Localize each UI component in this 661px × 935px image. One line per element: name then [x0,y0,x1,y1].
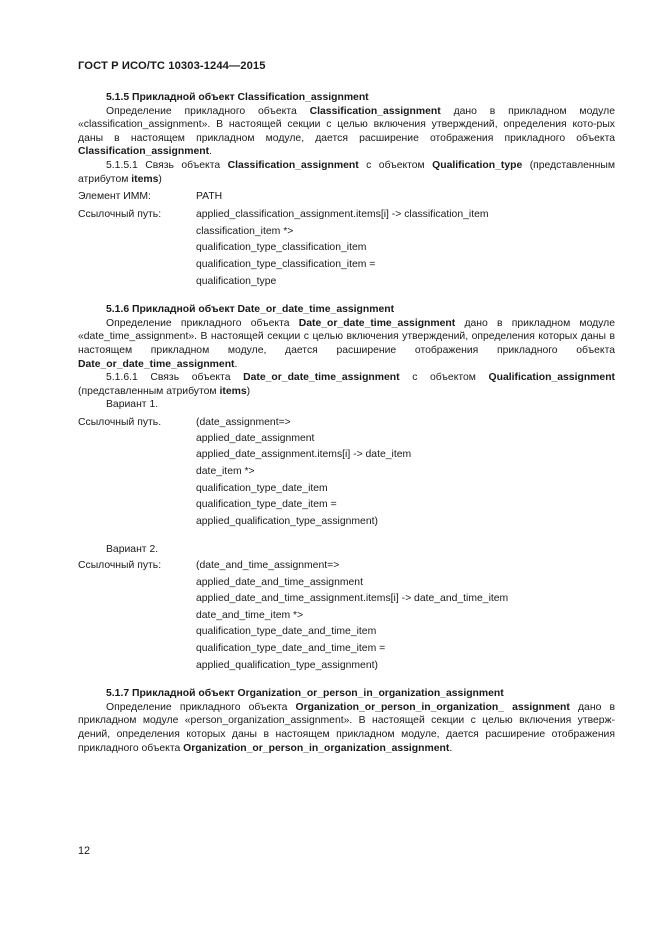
path-row [78,513,615,530]
path-row [78,430,615,447]
path-line: qualification_type_classification_item [196,242,367,254]
path-line: qualification_type [196,275,277,287]
paragraph-definition-5-1-5: Определение прикладного объекта Classification_assignment дано в прикладном модуле «classification_assignment». В настоящей секции с целью включения утверждений, определения кото-рых даны в настоящем прикладном модуле, дается расширение отображения прикладного объекта Classification_assignment. [78,105,615,158]
path-line: (date_and_time_assignment=> [196,560,340,572]
path-line: qualification_type_date_and_time_item [196,626,377,638]
path-line: applied_classification_assignment.items[i] -> classification_item [196,209,489,221]
subsection-5-1-5-1: 5.1.5.1 Связь объекта Classification_assignment с объектом Qualification_type (представленным атрибутом items) [78,159,615,185]
document-body [78,91,615,755]
reference-path-label: Ссылочный путь: [78,560,162,572]
imm-element-row [78,186,615,206]
path-line: applied_date_and_time_assignment [196,576,363,588]
page-number: 12 [78,845,91,857]
variant-2-label: Вариант 2. [106,544,159,556]
path-row [78,557,615,574]
path-line: applied_date_assignment.items[i] -> date_item [196,449,412,461]
path-line: applied_date_and_time_assignment.items[i] -> date_and_time_item [196,593,509,605]
path-line: applied_qualification_type_assignment) [196,515,378,527]
path-line: qualification_type_classification_item = [196,258,376,270]
path-row [78,640,615,657]
path-row [78,412,615,430]
path-row [78,206,615,223]
paragraph-definition-5-1-7: Определение прикладного объекта Organization_or_person_in_organization_ assignment дано в прикладном модуле «person_organization_assignment». В настоящей секции с целью включения утверж-дений, определения которых даны в настоящем прикладном модуле, дается расширение отображения прикладного объекта Organization_or_person_in_organization_assignment. [78,701,616,754]
paragraph-definition-5-1-6: Определение прикладного объекта Date_or_date_time_assignment дано в прикладном модуле «date_time_assignment». В настоящей секции с целью включения утверждений, определения которых даны в настоящем прикладном модуле, дается расширение отображения прикладного объекта Date_or_date_time_assignment. [78,317,615,370]
path-row [78,657,615,674]
path-line: qualification_type_date_item = [196,499,337,511]
path-row [78,446,615,463]
path-row [78,256,615,273]
path-line: applied_qualification_type_assignment) [196,659,378,671]
imm-label: Элемент ИММ: [78,191,151,203]
path-row [78,590,615,607]
reference-path-label: Ссылочный путь: [78,209,162,221]
path-row [78,496,615,513]
imm-value: PATH [196,191,223,203]
path-row [78,480,615,497]
path-line: (date_assignment=> [196,416,291,428]
path-row [78,239,615,256]
path-line: qualification_type_date_and_time_item = [196,643,386,654]
variant-1-label: Вариант 1. [106,399,159,411]
section-heading-5-1-5: 5.1.5 Прикладной объект Classification_assignment [106,92,369,103]
subsection-5-1-6-1: 5.1.6.1 Связь объекта Date_or_date_time_assignment с объектом Qualification_assignment (представленным атрибутом items) [78,372,615,397]
path-line: date_and_time_item *> [196,609,304,621]
path-row [78,574,615,591]
section-heading-5-1-6: 5.1.6 Прикладной объект Date_or_date_time_assignment [106,304,395,316]
path-line: date_item *> [196,466,255,478]
path-line: qualification_type_date_item [196,482,328,494]
path-row [78,607,615,624]
path-line: applied_date_assignment [196,432,315,444]
document-header: ГОСТ Р ИСО/ТС 10303-1244—2015 [78,60,266,72]
reference-path-label: Ссылочный путь. [78,416,162,428]
path-row [78,463,615,480]
path-row [78,273,615,290]
path-line: classification_item *> [196,225,294,237]
path-row [78,223,615,240]
section-heading-5-1-7: 5.1.7 Прикладной объект Organization_or_person_in_organization_assignment [106,688,504,700]
path-row [78,623,615,640]
